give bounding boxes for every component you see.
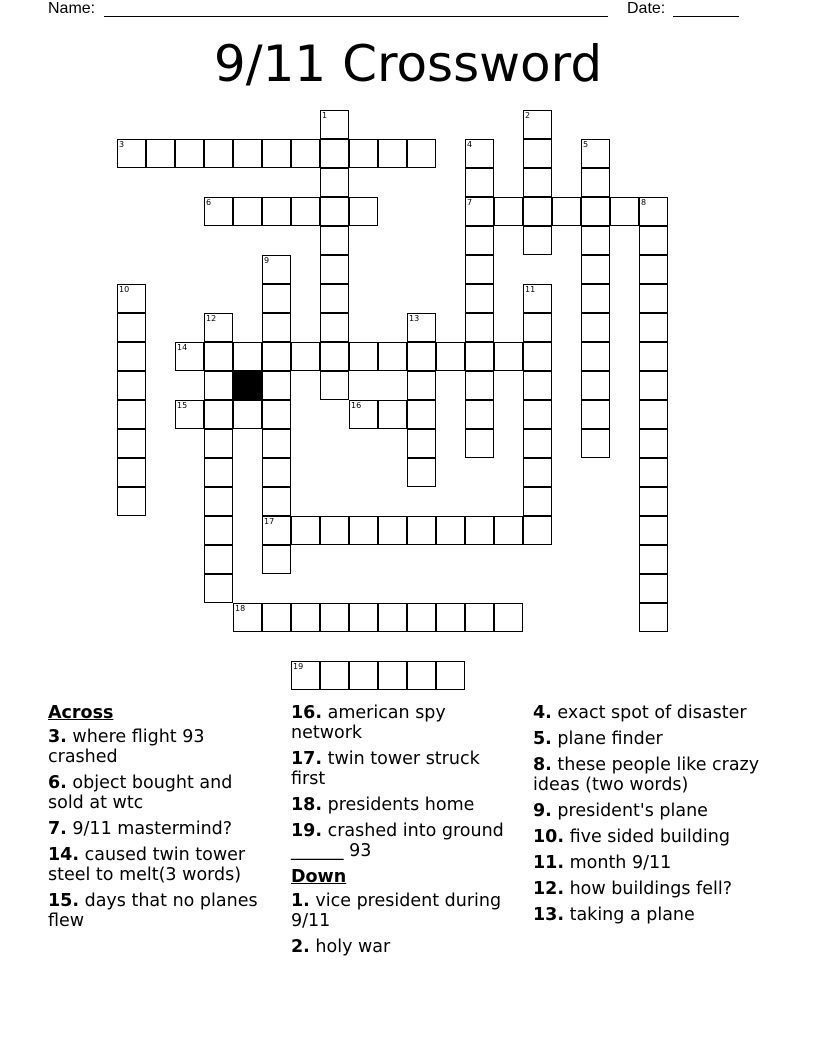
grid-cell[interactable] <box>204 487 233 516</box>
grid-cell[interactable] <box>320 342 349 371</box>
clue-across-17: 17. twin tower struck first <box>291 749 480 789</box>
clue-number: 14 <box>177 343 188 352</box>
grid-cell[interactable] <box>204 342 233 371</box>
grid-cell[interactable] <box>639 313 668 342</box>
clue-across-15: 15. days that no planes flew <box>48 891 258 931</box>
grid-cell[interactable] <box>436 516 465 545</box>
grid-cell[interactable] <box>378 139 407 168</box>
clue-across-3: 3. where flight 93 crashed <box>48 727 205 767</box>
clue-number: 10 <box>119 285 130 294</box>
grid-cell[interactable] <box>320 110 349 139</box>
grid-cell[interactable] <box>349 342 378 371</box>
grid-cell[interactable] <box>291 516 320 545</box>
grid-cell[interactable] <box>639 458 668 487</box>
grid-cell[interactable] <box>349 400 378 429</box>
grid-cell[interactable] <box>262 487 291 516</box>
grid-cell[interactable] <box>639 545 668 574</box>
grid-cell[interactable] <box>233 197 262 226</box>
clue-number: 12 <box>206 314 217 323</box>
grid-cell[interactable] <box>581 168 610 197</box>
page-title: 9/11 Crossword <box>213 35 603 93</box>
grid-block <box>233 371 262 400</box>
grid-cell[interactable] <box>407 342 436 371</box>
grid-cell[interactable] <box>465 313 494 342</box>
clue-number: 11 <box>525 285 536 294</box>
grid-cell[interactable] <box>378 603 407 632</box>
grid-cell[interactable] <box>320 284 349 313</box>
grid-cell[interactable] <box>639 342 668 371</box>
grid-cell[interactable] <box>378 400 407 429</box>
grid-cell[interactable] <box>320 661 349 690</box>
grid-cell[interactable] <box>436 603 465 632</box>
grid-cell[interactable] <box>349 661 378 690</box>
grid-cell[interactable] <box>117 313 146 342</box>
clue-down-5: 5. plane finder <box>533 729 663 749</box>
grid-cell[interactable] <box>523 284 552 313</box>
clue-across-18: 18. presidents home <box>291 795 475 815</box>
grid-cell[interactable] <box>465 342 494 371</box>
grid-cell[interactable] <box>233 342 262 371</box>
date-label: Date: <box>627 0 666 17</box>
grid-cell[interactable] <box>407 313 436 342</box>
grid-cell[interactable] <box>639 255 668 284</box>
grid-cell[interactable] <box>523 197 552 226</box>
grid-cell[interactable] <box>204 400 233 429</box>
grid-cell[interactable] <box>465 516 494 545</box>
clue-across-6: 6. object bought and sold at wtc <box>48 773 233 813</box>
grid-cell[interactable] <box>262 284 291 313</box>
clue-number: 15 <box>177 401 188 410</box>
grid-cell[interactable] <box>639 371 668 400</box>
grid-cell[interactable] <box>262 516 291 545</box>
grid-cell[interactable] <box>291 661 320 690</box>
clue-down-13: 13. taking a plane <box>533 905 695 925</box>
grid-cell[interactable] <box>639 284 668 313</box>
grid-cell[interactable] <box>291 342 320 371</box>
grid-cell[interactable] <box>204 545 233 574</box>
grid-cell[interactable] <box>117 371 146 400</box>
grid-cell[interactable] <box>175 342 204 371</box>
clue-number: 9 <box>264 256 270 265</box>
grid-cell[interactable] <box>407 458 436 487</box>
grid-cell[interactable] <box>320 226 349 255</box>
clue-down-12: 12. how buildings fell? <box>533 879 732 899</box>
grid-cell[interactable] <box>552 197 581 226</box>
clue-across-7: 7. 9/11 mastermind? <box>48 819 233 839</box>
grid-cell[interactable] <box>407 429 436 458</box>
clue-across-19: 19. crashed into ground ______ 93 <box>291 821 504 861</box>
grid-cell[interactable] <box>204 458 233 487</box>
grid-cell[interactable] <box>581 197 610 226</box>
grid-cell[interactable] <box>233 400 262 429</box>
clue-number: 17 <box>264 517 275 526</box>
grid-cell[interactable] <box>117 458 146 487</box>
clue-number: 1 <box>322 111 328 120</box>
clue-down-4: 4. exact spot of disaster <box>533 703 747 723</box>
grid-cell[interactable] <box>204 313 233 342</box>
grid-cell[interactable] <box>291 197 320 226</box>
grid-cell[interactable] <box>639 603 668 632</box>
grid-cell[interactable] <box>291 603 320 632</box>
grid-cell[interactable] <box>320 313 349 342</box>
grid-cell[interactable] <box>436 661 465 690</box>
grid-cell[interactable] <box>581 371 610 400</box>
grid-cell[interactable] <box>291 139 320 168</box>
grid-cell[interactable] <box>117 284 146 313</box>
grid-cell[interactable] <box>639 197 668 226</box>
clue-number: 8 <box>641 198 647 207</box>
grid-cell[interactable] <box>204 371 233 400</box>
grid-cell[interactable] <box>349 139 378 168</box>
grid-cell[interactable] <box>320 139 349 168</box>
grid-cell[interactable] <box>349 603 378 632</box>
grid-cell[interactable] <box>465 371 494 400</box>
grid-cell[interactable] <box>262 458 291 487</box>
grid-cell[interactable] <box>262 545 291 574</box>
grid-cell[interactable] <box>639 429 668 458</box>
grid-cell[interactable] <box>320 603 349 632</box>
grid-cell[interactable] <box>262 429 291 458</box>
grid-cell[interactable] <box>117 487 146 516</box>
grid-cell[interactable] <box>233 603 262 632</box>
grid-cell[interactable] <box>581 284 610 313</box>
grid-cell[interactable] <box>378 342 407 371</box>
grid-cell[interactable] <box>378 516 407 545</box>
clue-column-2 <box>291 703 519 963</box>
grid-cell[interactable] <box>494 516 523 545</box>
grid-cell[interactable] <box>465 400 494 429</box>
grid-cell[interactable] <box>117 400 146 429</box>
grid-cell[interactable] <box>523 110 552 139</box>
grid-cell[interactable] <box>581 342 610 371</box>
grid-cell[interactable] <box>349 197 378 226</box>
grid-cell[interactable] <box>320 255 349 284</box>
grid-cell[interactable] <box>204 429 233 458</box>
grid-cell[interactable] <box>581 429 610 458</box>
grid-cell[interactable] <box>407 371 436 400</box>
clue-across-16: 16. american spy network <box>291 703 446 743</box>
down-heading: Down <box>291 867 347 887</box>
grid-cell[interactable] <box>523 400 552 429</box>
grid-cell[interactable] <box>639 400 668 429</box>
grid-cell[interactable] <box>523 168 552 197</box>
grid-cell[interactable] <box>407 400 436 429</box>
grid-cell[interactable] <box>262 371 291 400</box>
grid-cell[interactable] <box>639 516 668 545</box>
grid-cell[interactable] <box>262 603 291 632</box>
grid-cell[interactable] <box>117 429 146 458</box>
clue-number: 16 <box>351 401 362 410</box>
grid-cell[interactable] <box>581 139 610 168</box>
grid-cell[interactable] <box>639 226 668 255</box>
grid-cell[interactable] <box>581 255 610 284</box>
grid-cell[interactable] <box>204 197 233 226</box>
grid-cell[interactable] <box>523 516 552 545</box>
grid-cell[interactable] <box>262 197 291 226</box>
across-heading: Across <box>48 703 114 723</box>
grid-cell[interactable] <box>320 197 349 226</box>
grid-cell[interactable] <box>407 139 436 168</box>
grid-cell[interactable] <box>175 400 204 429</box>
grid-cell[interactable] <box>262 342 291 371</box>
grid-cell[interactable] <box>349 516 378 545</box>
grid-cell[interactable] <box>320 516 349 545</box>
grid-cell[interactable] <box>465 139 494 168</box>
grid-cell[interactable] <box>581 313 610 342</box>
clue-down-1: 1. vice president during 9/11 <box>291 891 502 931</box>
grid-cell[interactable] <box>407 603 436 632</box>
clue-number: 4 <box>467 140 473 149</box>
grid-cell[interactable] <box>465 226 494 255</box>
grid-cell[interactable] <box>523 371 552 400</box>
grid-cell[interactable] <box>523 313 552 342</box>
clue-number: 5 <box>583 140 589 149</box>
grid-cell[interactable] <box>146 139 175 168</box>
grid-cell[interactable] <box>465 255 494 284</box>
grid-cell[interactable] <box>407 516 436 545</box>
grid-cell[interactable] <box>465 429 494 458</box>
grid-cell[interactable] <box>494 342 523 371</box>
grid-cell[interactable] <box>523 487 552 516</box>
grid-cell[interactable] <box>610 197 639 226</box>
clue-column-1 <box>48 703 273 937</box>
clue-number: 3 <box>119 140 125 149</box>
grid-cell[interactable] <box>204 139 233 168</box>
grid-cell[interactable] <box>465 603 494 632</box>
clue-number: 7 <box>467 198 473 207</box>
grid-cell[interactable] <box>523 458 552 487</box>
grid-cell[interactable] <box>175 139 204 168</box>
clue-down-10: 10. five sided building <box>533 827 730 847</box>
grid-cell[interactable] <box>523 342 552 371</box>
grid-cell[interactable] <box>117 342 146 371</box>
grid-cell[interactable] <box>262 139 291 168</box>
clue-column-3 <box>533 703 773 931</box>
grid-cell[interactable] <box>494 603 523 632</box>
grid-cell[interactable] <box>320 371 349 400</box>
clue-down-11: 11. month 9/11 <box>533 853 672 873</box>
grid-cell[interactable] <box>378 661 407 690</box>
clue-number: 6 <box>206 198 212 207</box>
clue-number: 19 <box>293 662 304 671</box>
clue-number: 2 <box>525 111 531 120</box>
grid-cell[interactable] <box>204 574 233 603</box>
grid-cell[interactable] <box>639 574 668 603</box>
grid-cell[interactable] <box>407 661 436 690</box>
grid-cell[interactable] <box>262 313 291 342</box>
grid-cell[interactable] <box>320 168 349 197</box>
grid-cell[interactable] <box>262 255 291 284</box>
clue-down-8: 8. these people like crazy ideas (two words) <box>533 755 760 795</box>
grid-cell[interactable] <box>465 284 494 313</box>
grid-cell[interactable] <box>233 139 262 168</box>
name-label: Name: <box>48 0 96 17</box>
grid-cell[interactable] <box>262 400 291 429</box>
clue-number: 18 <box>235 604 246 613</box>
grid-cell[interactable] <box>436 342 465 371</box>
grid-cell[interactable] <box>581 400 610 429</box>
clue-down-2: 2. holy war <box>291 937 391 957</box>
grid-cell[interactable] <box>494 197 523 226</box>
grid-cell[interactable] <box>523 139 552 168</box>
grid-cell[interactable] <box>523 226 552 255</box>
grid-cell[interactable] <box>204 516 233 545</box>
grid-cell[interactable] <box>581 226 610 255</box>
grid-cell[interactable] <box>639 487 668 516</box>
grid-cell[interactable] <box>465 168 494 197</box>
clue-down-9: 9. president's plane <box>533 801 708 821</box>
clue-across-14: 14. caused twin tower steel to melt(3 words) <box>48 845 246 885</box>
grid-cell[interactable] <box>465 197 494 226</box>
clue-number: 13 <box>409 314 420 323</box>
grid-cell[interactable] <box>117 139 146 168</box>
grid-cell[interactable] <box>523 429 552 458</box>
